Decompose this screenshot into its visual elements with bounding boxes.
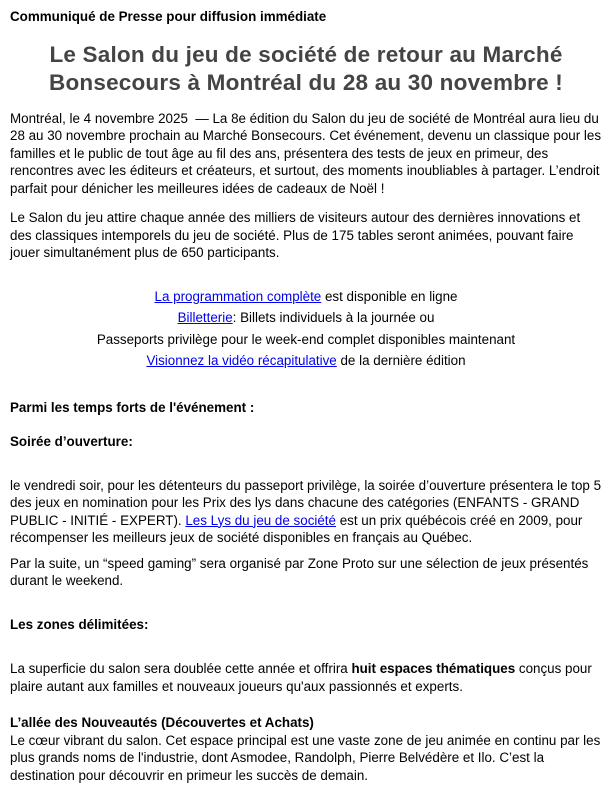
lys-link[interactable]: Les Lys du jeu de société xyxy=(185,512,336,528)
speed-gaming-paragraph: Par la suite, un “speed gaming” sera organisé par Zone Proto sur une sélection de jeux présentés durant le weekend. xyxy=(10,555,589,588)
zones-intro-before: La superficie du salon sera doublée cette année et offrira xyxy=(10,661,352,676)
page-title-line-1: Le Salon du jeu de société de retour au Marché xyxy=(49,41,563,67)
programmation-link[interactable]: La programmation complète xyxy=(154,288,322,304)
opening-paragraph-before: le vendredi soir, pour les détenteurs du passeport privilège, la soirée d’ouverture présentera le top 5 des jeux en nomination pour les Prix des lys dans chacune des catégories (ENFANTS - GRAND PUBLIC - INITIÉ - EXPERT). xyxy=(10,477,602,528)
billetterie-line xyxy=(10,307,602,329)
programmation-line xyxy=(10,286,602,308)
zones-intro-bold: huit espaces thématiques xyxy=(351,661,516,676)
billetterie-link[interactable]: Billetterie xyxy=(177,310,233,325)
zones-intro-after: conçus pour plaire autant aux familles et nouveaux joueurs qu'aux passionnés et experts. xyxy=(10,661,592,694)
video-line xyxy=(10,350,602,372)
opening-night-paragraph xyxy=(10,477,602,547)
video-rest: de la dernière édition xyxy=(336,353,466,368)
intro-paragraph-1: Montréal, le 4 novembre 2025 — La 8e édition du Salon du jeu de société de Montréal aura lieu du 28 au 30 novembre prochain au Marché Bonsecours. Cet événement, devenu un classique pour les familles et le public de tout âge au fil des ans, présentera des tests de jeux en primeur, des rencontres avec les éditeurs et créateurs, et surtout, des moments inoubliables à partager. L’endroit parfait pour dénicher les meilleures idées de cadeaux de Noël ! xyxy=(10,110,602,196)
alley-paragraph: Le cœur vibrant du salon. Cet espace principal est une vaste zone de jeu animée en continu par les plus grands noms de l'industrie, dont Asmodee, Randolph, Pierre Belvédère et Ilo. C’est la destination pour découvrir en primeur les succès de demain. xyxy=(10,732,601,783)
zones-intro-paragraph xyxy=(10,660,602,695)
highlights-heading: Parmi les temps forts de l'événement : xyxy=(10,399,255,415)
alley-heading: L’allée des Nouveautés (Découvertes et Achats) xyxy=(10,715,314,730)
page-title xyxy=(10,41,602,97)
programmation-rest: est disponible en ligne xyxy=(321,288,458,304)
page-title-line-2: Bonsecours à Montréal du 28 au 30 novembre ! xyxy=(49,69,563,95)
intro-paragraph-2: Le Salon du jeu attire chaque année des milliers de visiteurs autour des dernières innovations et des classiques intemporels du jeu de société. Plus de 175 tables seront animées, pouvant faire jouer simultanément plus de 650 participants. xyxy=(10,210,581,260)
video-link[interactable]: Visionnez la vidéo récapitulative xyxy=(146,353,337,368)
billetterie-rest: : Billets individuels à la journée ou xyxy=(232,310,435,325)
passeports-line: Passeports privilège pour le week-end complet disponibles maintenant xyxy=(96,331,516,347)
opening-night-heading: Soirée d’ouverture: xyxy=(10,434,133,449)
opening-paragraph-after: est un prix québécois créé en 2009, pour récompenser les meilleurs jeux de société disponibles en français au Québec. xyxy=(10,512,583,545)
zones-heading: Les zones délimitées: xyxy=(10,616,149,632)
info-links-block xyxy=(10,286,602,372)
release-kicker: Communiqué de Presse pour diffusion immédiate xyxy=(10,9,327,24)
